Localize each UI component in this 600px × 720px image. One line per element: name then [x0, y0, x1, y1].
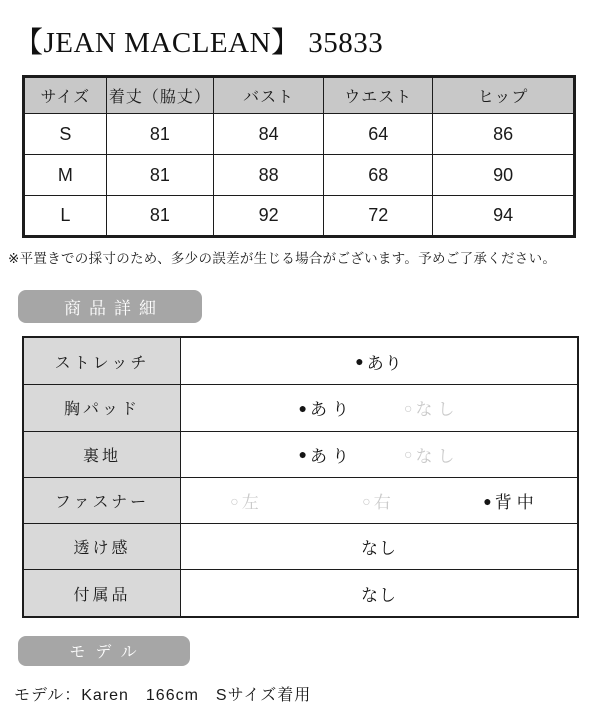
size-cell-label: M — [24, 155, 107, 196]
detail-option — [404, 395, 459, 420]
detail-label: 透け感 — [24, 524, 181, 569]
detail-option-label: なし — [415, 400, 460, 420]
detail-option-label: あり — [366, 353, 403, 373]
selected-marker-icon: ● — [298, 399, 307, 416]
size-table-row — [24, 155, 575, 196]
section-heading-details — [18, 290, 202, 323]
size-cell-value: 81 — [106, 114, 213, 155]
size-cell-value: 94 — [433, 196, 575, 237]
detail-options — [181, 338, 577, 384]
size-table-header-row — [24, 77, 575, 114]
detail-options — [181, 432, 577, 477]
detail-option — [355, 349, 402, 374]
detail-option — [483, 488, 538, 513]
detail-option — [361, 581, 397, 606]
detail-option — [362, 488, 395, 513]
detail-row — [24, 384, 577, 430]
size-cell-label: L — [24, 196, 107, 237]
detail-option-cell — [313, 488, 445, 513]
size-table-header-cell: バスト — [214, 77, 324, 114]
section-heading-model-label: モデル — [69, 644, 147, 662]
detail-option-label: なし — [361, 539, 397, 559]
detail-label: 裏地 — [24, 432, 181, 477]
detail-label: 胸パッド — [24, 385, 181, 430]
unselected-marker-icon: ○ — [230, 492, 239, 509]
detail-option — [299, 395, 354, 420]
size-table-row — [24, 114, 575, 155]
page-title: 【JEAN MACLEAN】 35833 — [14, 27, 384, 59]
unselected-marker-icon: ○ — [404, 399, 413, 416]
detail-label: ファスナー — [24, 478, 181, 523]
size-table-header-cell: サイズ — [24, 77, 107, 114]
size-cell-value: 90 — [433, 155, 575, 196]
detail-option — [230, 488, 263, 513]
size-cell-value: 64 — [324, 114, 433, 155]
unselected-marker-icon: ○ — [362, 492, 371, 509]
size-cell-value: 72 — [324, 196, 433, 237]
detail-options — [181, 570, 577, 615]
detail-option-label: 背中 — [494, 493, 539, 513]
detail-option-label: 右 — [373, 493, 396, 513]
details-table — [22, 336, 579, 618]
section-heading-model — [18, 636, 190, 666]
detail-option-label: あり — [310, 400, 354, 420]
detail-option-label: なし — [361, 585, 397, 605]
selected-marker-icon: ● — [355, 353, 364, 370]
size-table-row — [24, 196, 575, 237]
detail-option — [404, 442, 459, 467]
size-cell-label: S — [24, 114, 107, 155]
measurement-note: ※平置きでの採寸のため、多少の誤差が生じる場合がございます。予めご了承ください。 — [8, 251, 557, 266]
detail-option-label: あり — [310, 446, 354, 466]
unselected-marker-icon: ○ — [404, 446, 413, 463]
size-cell-value: 92 — [214, 196, 324, 237]
detail-row — [24, 569, 577, 615]
detail-label: 付属品 — [24, 570, 181, 615]
size-cell-value: 84 — [214, 114, 324, 155]
size-cell-value: 86 — [433, 114, 575, 155]
selected-marker-icon: ● — [483, 492, 492, 509]
section-heading-details-label: 商品詳細 — [64, 299, 164, 318]
detail-option — [361, 534, 397, 559]
selected-marker-icon: ● — [298, 446, 307, 463]
detail-options — [181, 385, 577, 430]
detail-option-cell — [181, 488, 313, 513]
detail-row — [24, 477, 577, 523]
detail-options — [181, 524, 577, 569]
detail-option-cell — [445, 488, 577, 513]
size-cell-value: 68 — [324, 155, 433, 196]
size-table-header-cell: ヒップ — [433, 77, 575, 114]
size-cell-value: 81 — [106, 196, 213, 237]
detail-option-label: 左 — [241, 493, 264, 513]
detail-row — [24, 431, 577, 477]
size-table-header-cell: ウエスト — [324, 77, 433, 114]
model-info-text: モデル：Karen 166cm Sサイズ着用 — [14, 686, 312, 704]
size-cell-value: 81 — [106, 155, 213, 196]
detail-options — [181, 478, 577, 523]
size-table-header-cell: 着丈（脇丈） — [106, 77, 213, 114]
size-cell-value: 88 — [214, 155, 324, 196]
size-table — [22, 75, 576, 238]
detail-row — [24, 523, 577, 569]
detail-option-label: なし — [415, 446, 460, 466]
detail-label: ストレッチ — [24, 338, 181, 384]
detail-option — [299, 442, 354, 467]
detail-row — [24, 338, 577, 384]
